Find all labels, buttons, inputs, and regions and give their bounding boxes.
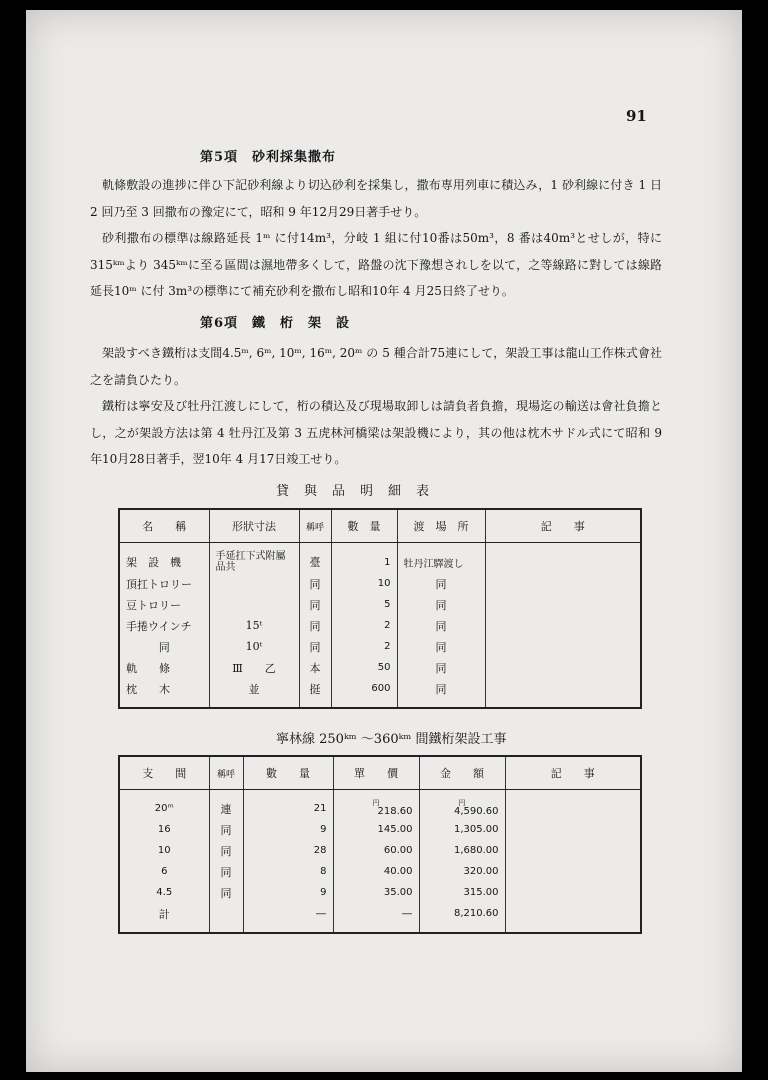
table-row xyxy=(119,615,641,636)
cell-unit: 同 xyxy=(209,882,243,903)
table-header-row xyxy=(119,756,641,790)
cell-place: 同 xyxy=(397,678,485,708)
cell-name: 頂扛トロリー xyxy=(119,573,209,594)
cell-note xyxy=(485,678,641,708)
section6-paragraph: 鐵桁は寧安及び牡丹江渡しにして，桁の積込及び現場取卸しは請負者負擔，現場迄の輸送は會社負擔とし，之が架設方法は第 4 牡丹江及第 3 五虎林河橋梁は架設機により，其の他は枕木サドル式にて昭和 9 年10月28日著手，翌10年 4 月17日竣工せり。 xyxy=(90,399,662,466)
cell-unit-price xyxy=(333,790,419,820)
cell-amount: 315.00 xyxy=(419,882,505,903)
cell-unit: 同 xyxy=(299,615,331,636)
cell-unit-price: 40.00 xyxy=(333,861,419,882)
cell-spec: 並 xyxy=(209,678,299,708)
cell-spec xyxy=(209,573,299,594)
cell-qty: 5 xyxy=(331,594,397,615)
cell-note xyxy=(505,882,641,903)
cell-unit-price: 145.00 xyxy=(333,819,419,840)
table-row xyxy=(119,790,641,820)
cell-unit xyxy=(209,903,243,933)
cell-name: 同 xyxy=(119,636,209,657)
table1-title: 貸 與 品 明 細 表 xyxy=(276,484,431,499)
cell-unit: 臺 xyxy=(299,543,331,574)
cell-name: 枕 木 xyxy=(119,678,209,708)
cell-place: 同 xyxy=(397,657,485,678)
section6-heading: 第6項 鐵 桁 架 設 xyxy=(200,316,351,331)
cell-note xyxy=(485,657,641,678)
table-row xyxy=(119,543,641,574)
cell-total-amount: 8,210.60 xyxy=(419,903,505,933)
cell-note xyxy=(485,594,641,615)
table-row xyxy=(119,882,641,903)
cell-unit: 挺 xyxy=(299,678,331,708)
col-header: 金 額 xyxy=(419,756,505,790)
girder-erection-table xyxy=(118,755,642,934)
cell-amount: 1,305.00 xyxy=(419,819,505,840)
cell-qty: 21 xyxy=(243,790,333,820)
cell-unit: 本 xyxy=(299,657,331,678)
table-row xyxy=(119,840,641,861)
amount-value: 4,590.60 xyxy=(453,806,499,817)
cell-qty: 1 xyxy=(331,543,397,574)
cell-note xyxy=(505,903,641,933)
cell-qty: 9 xyxy=(243,819,333,840)
col-header: 形狀寸法 xyxy=(209,509,299,543)
cell-unit-price: — xyxy=(333,903,419,933)
section5-heading: 第5項 砂利採集撒布 xyxy=(200,150,337,165)
cell-unit: 同 xyxy=(299,636,331,657)
col-header: 名 稱 xyxy=(119,509,209,543)
col-header: 數 量 xyxy=(331,509,397,543)
cell-qty: 2 xyxy=(331,615,397,636)
cell-qty: 9 xyxy=(243,882,333,903)
cell-place: 同 xyxy=(397,636,485,657)
cell-unit: 連 xyxy=(209,790,243,820)
cell-place: 同 xyxy=(397,615,485,636)
cell-span: 6 xyxy=(119,861,209,882)
unit-price-value: 218.60 xyxy=(377,806,413,817)
cell-unit-price: 35.00 xyxy=(333,882,419,903)
col-header: 數 量 xyxy=(243,756,333,790)
cell-amount xyxy=(419,790,505,820)
cell-qty: 2 xyxy=(331,636,397,657)
table-row xyxy=(119,678,641,708)
cell-note xyxy=(505,819,641,840)
cell-spec: 手延扛下式附屬品共 xyxy=(209,543,299,574)
col-header: 稱呼 xyxy=(299,509,331,543)
cell-spec: 15ᵗ xyxy=(209,615,299,636)
col-header: 記 事 xyxy=(485,509,641,543)
section5-body xyxy=(90,172,662,305)
section6-body xyxy=(90,340,662,473)
table-row xyxy=(119,657,641,678)
table-total-row xyxy=(119,903,641,933)
lent-items-table xyxy=(118,508,642,709)
cell-name: 手捲ウインチ xyxy=(119,615,209,636)
cell-span: 4.5 xyxy=(119,882,209,903)
cell-spec: 10ᵗ xyxy=(209,636,299,657)
cell-unit: 同 xyxy=(209,840,243,861)
section5-paragraph: 砂利撒布の標準は線路延長 1ᵐ に付14m³，分岐 1 組に付10番は50m³，8 番は40m³とせしが，特に 315ᵏᵐより 345ᵏᵐに至る區間は濕地帶多くして，路盤の沈下豫想されしを以て，之等線路に對しては線路延長10ᵐ に付 3m³の標準にて補充砂利を撒布し昭和10年 4 月25日終了せり。 xyxy=(90,231,662,298)
table2-title: 寧林線 250ᵏᵐ ～360ᵏᵐ 間鐵桁架設工事 xyxy=(276,732,507,747)
cell-span: 10 xyxy=(119,840,209,861)
cell-qty: 50 xyxy=(331,657,397,678)
table-row xyxy=(119,573,641,594)
cell-unit: 同 xyxy=(209,861,243,882)
cell-qty: 8 xyxy=(243,861,333,882)
cell-name: 豆トロリー xyxy=(119,594,209,615)
yen-mark: 円 xyxy=(372,799,380,807)
cell-span: 16 xyxy=(119,819,209,840)
cell-note xyxy=(505,790,641,820)
cell-spec xyxy=(209,594,299,615)
cell-place: 同 xyxy=(397,594,485,615)
cell-spec: Ⅲ 乙 xyxy=(209,657,299,678)
cell-name: 架 設 機 xyxy=(119,543,209,574)
cell-unit: 同 xyxy=(209,819,243,840)
col-header: 單 價 xyxy=(333,756,419,790)
section5-paragraph: 軌條敷設の進捗に伴ひ下記砂利線より切込砂利を採集し，撒布専用列車に積込み，1 砂利線に付き 1 日 2 回乃至 3 回撒布の豫定にて，昭和 9 年12月29日著手せり。 xyxy=(90,178,662,219)
cell-note xyxy=(505,861,641,882)
cell-unit: 同 xyxy=(299,594,331,615)
section6-paragraph: 架設すべき鐵桁は支間4.5ᵐ, 6ᵐ, 10ᵐ, 16ᵐ, 20ᵐ の 5 種合計75連にして，架設工事は龍山工作株式會社之を請負ひたり。 xyxy=(90,346,662,387)
cell-note xyxy=(485,636,641,657)
cell-place: 同 xyxy=(397,573,485,594)
cell-qty: 28 xyxy=(243,840,333,861)
cell-amount: 1,680.00 xyxy=(419,840,505,861)
table-row xyxy=(119,861,641,882)
cell-qty: — xyxy=(243,903,333,933)
table-header-row xyxy=(119,509,641,543)
cell-total-label: 計 xyxy=(119,903,209,933)
cell-unit: 同 xyxy=(299,573,331,594)
cell-unit-price: 60.00 xyxy=(333,840,419,861)
table-row xyxy=(119,594,641,615)
col-header: 渡 場 所 xyxy=(397,509,485,543)
table-row xyxy=(119,636,641,657)
page-number: 91 xyxy=(626,107,647,125)
cell-span: 20ᵐ xyxy=(119,790,209,820)
cell-qty: 10 xyxy=(331,573,397,594)
cell-note xyxy=(485,543,641,574)
table-row xyxy=(119,819,641,840)
col-header: 支 間 xyxy=(119,756,209,790)
cell-name: 軌 條 xyxy=(119,657,209,678)
cell-qty: 600 xyxy=(331,678,397,708)
col-header: 記 事 xyxy=(505,756,641,790)
cell-note xyxy=(505,840,641,861)
cell-note xyxy=(485,615,641,636)
cell-note xyxy=(485,573,641,594)
col-header: 稱呼 xyxy=(209,756,243,790)
yen-mark: 円 xyxy=(458,799,466,807)
cell-amount: 320.00 xyxy=(419,861,505,882)
cell-place: 牡丹江驛渡し xyxy=(397,543,485,574)
